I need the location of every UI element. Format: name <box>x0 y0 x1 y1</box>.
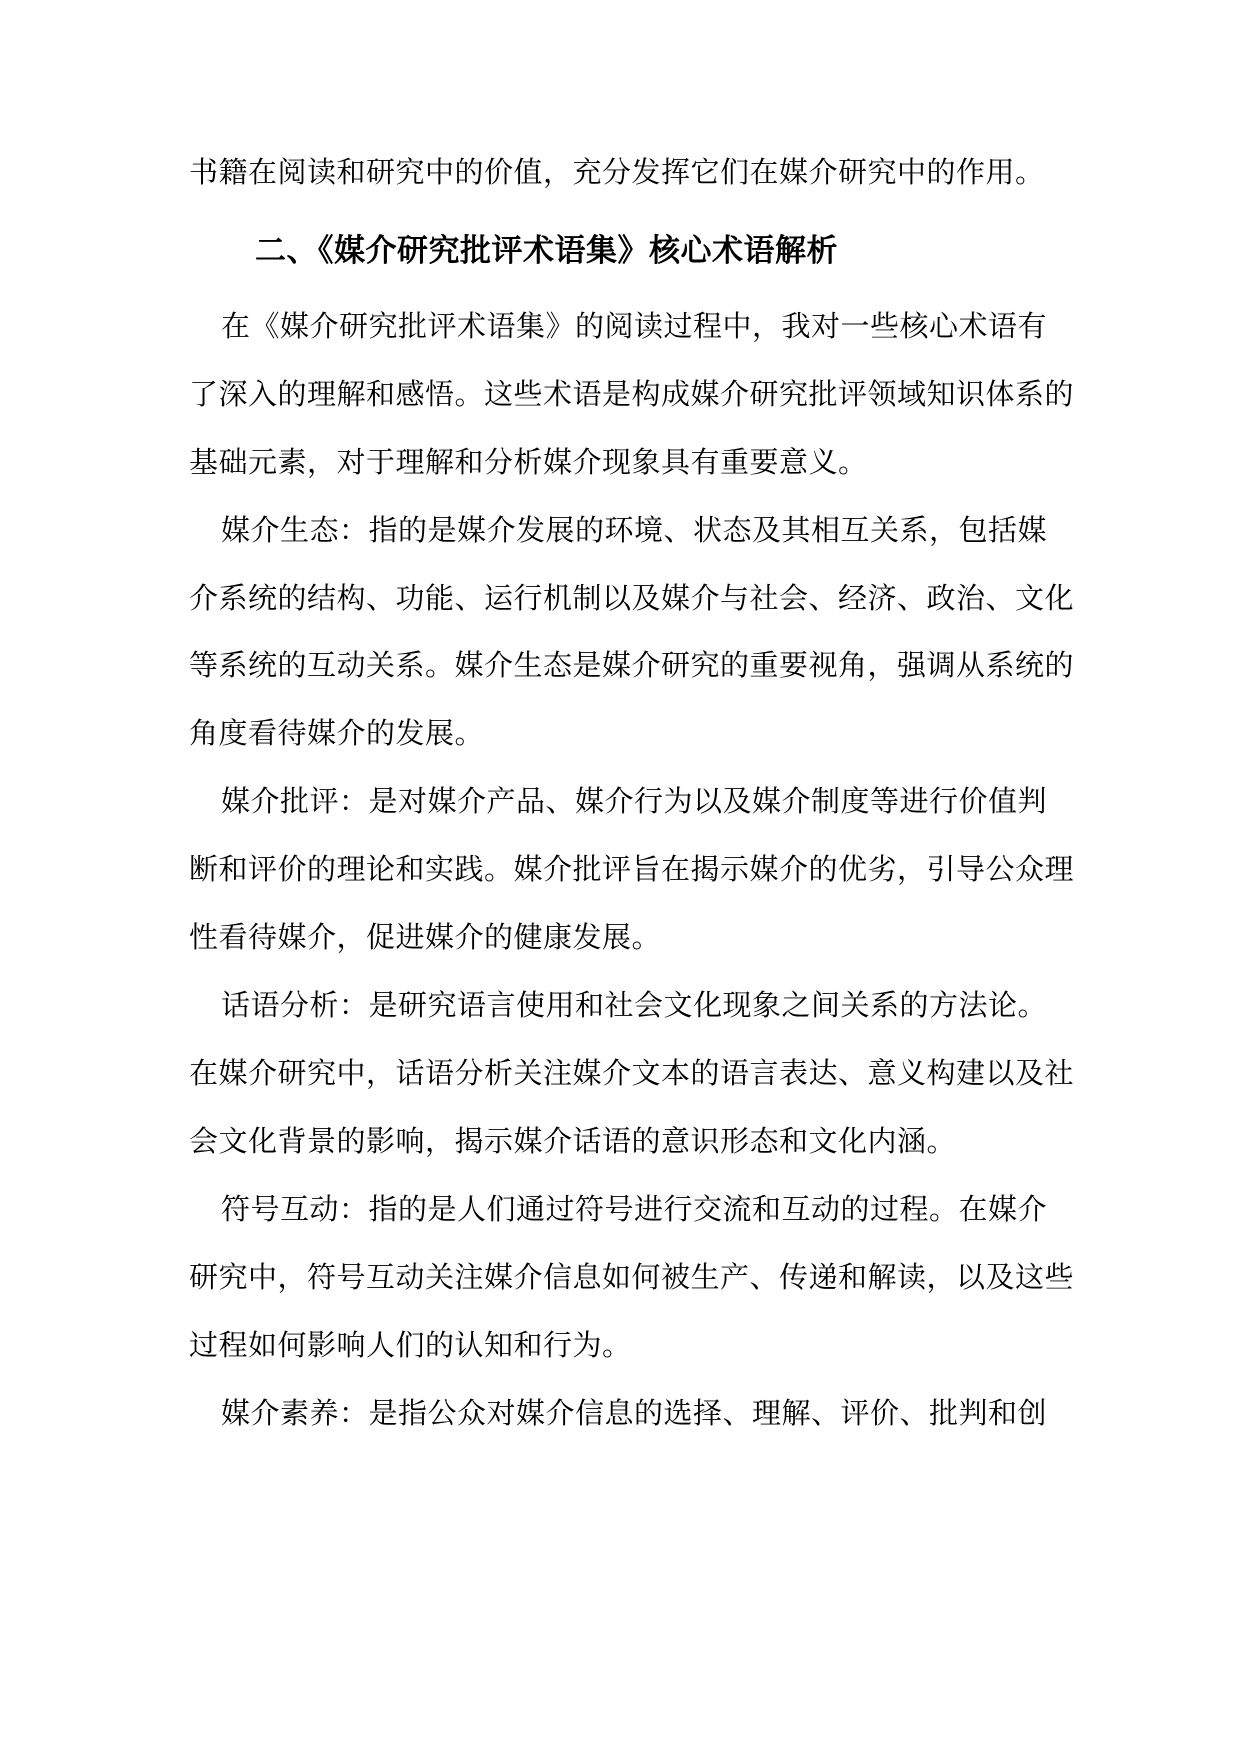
text-line: 介系统的结构、功能、运行机制以及媒介与社会、经济、政治、文化 <box>189 581 1075 615</box>
text-line: 在媒介研究中，话语分析关注媒介文本的语言表达、意义构建以及社 <box>189 1056 1075 1090</box>
text-line: 性看待媒介，促进媒介的健康发展。 <box>189 920 662 954</box>
text-line: 等系统的互动关系。媒介生态是媒介研究的重要视角，强调从系统的 <box>189 648 1075 682</box>
paragraph-first-line: 媒介批评：是对媒介产品、媒介行为以及媒介制度等进行价值判 <box>221 784 1048 818</box>
text-line: 基础元素，对于理解和分析媒介现象具有重要意义。 <box>189 445 868 479</box>
paragraph-first-line: 媒介生态：指的是媒介发展的环境、状态及其相互关系，包括媒 <box>221 513 1048 547</box>
text-line: 断和评价的理论和实践。媒介批评旨在揭示媒介的优劣，引导公众理 <box>189 852 1075 886</box>
text-line: 角度看待媒介的发展。 <box>189 716 485 750</box>
text-line: 研究中，符号互动关注媒介信息如何被生产、传递和解读，以及这些 <box>189 1260 1075 1294</box>
paragraph-first-line: 符号互动：指的是人们通过符号进行交流和互动的过程。在媒介 <box>221 1192 1048 1226</box>
paragraph-first-line: 媒介素养：是指公众对媒介信息的选择、理解、评价、批判和创 <box>221 1396 1048 1430</box>
text-line: 书籍在阅读和研究中的价值，充分发挥它们在媒介研究中的作用。 <box>189 155 1045 189</box>
paragraph-first-line: 话语分析：是研究语言使用和社会文化现象之间关系的方法论。 <box>221 988 1048 1022</box>
section-heading: 二、《媒介研究批评术语集》核心术语解析 <box>255 233 838 269</box>
text-line: 了深入的理解和感悟。这些术语是构成媒介研究批评领域知识体系的 <box>189 377 1075 411</box>
text-line: 过程如何影响人们的认知和行为。 <box>189 1328 632 1362</box>
paragraph-first-line: 在《媒介研究批评术语集》的阅读过程中，我对一些核心术语有 <box>221 309 1048 343</box>
text-line: 会文化背景的影响，揭示媒介话语的意识形态和文化内涵。 <box>189 1124 957 1158</box>
